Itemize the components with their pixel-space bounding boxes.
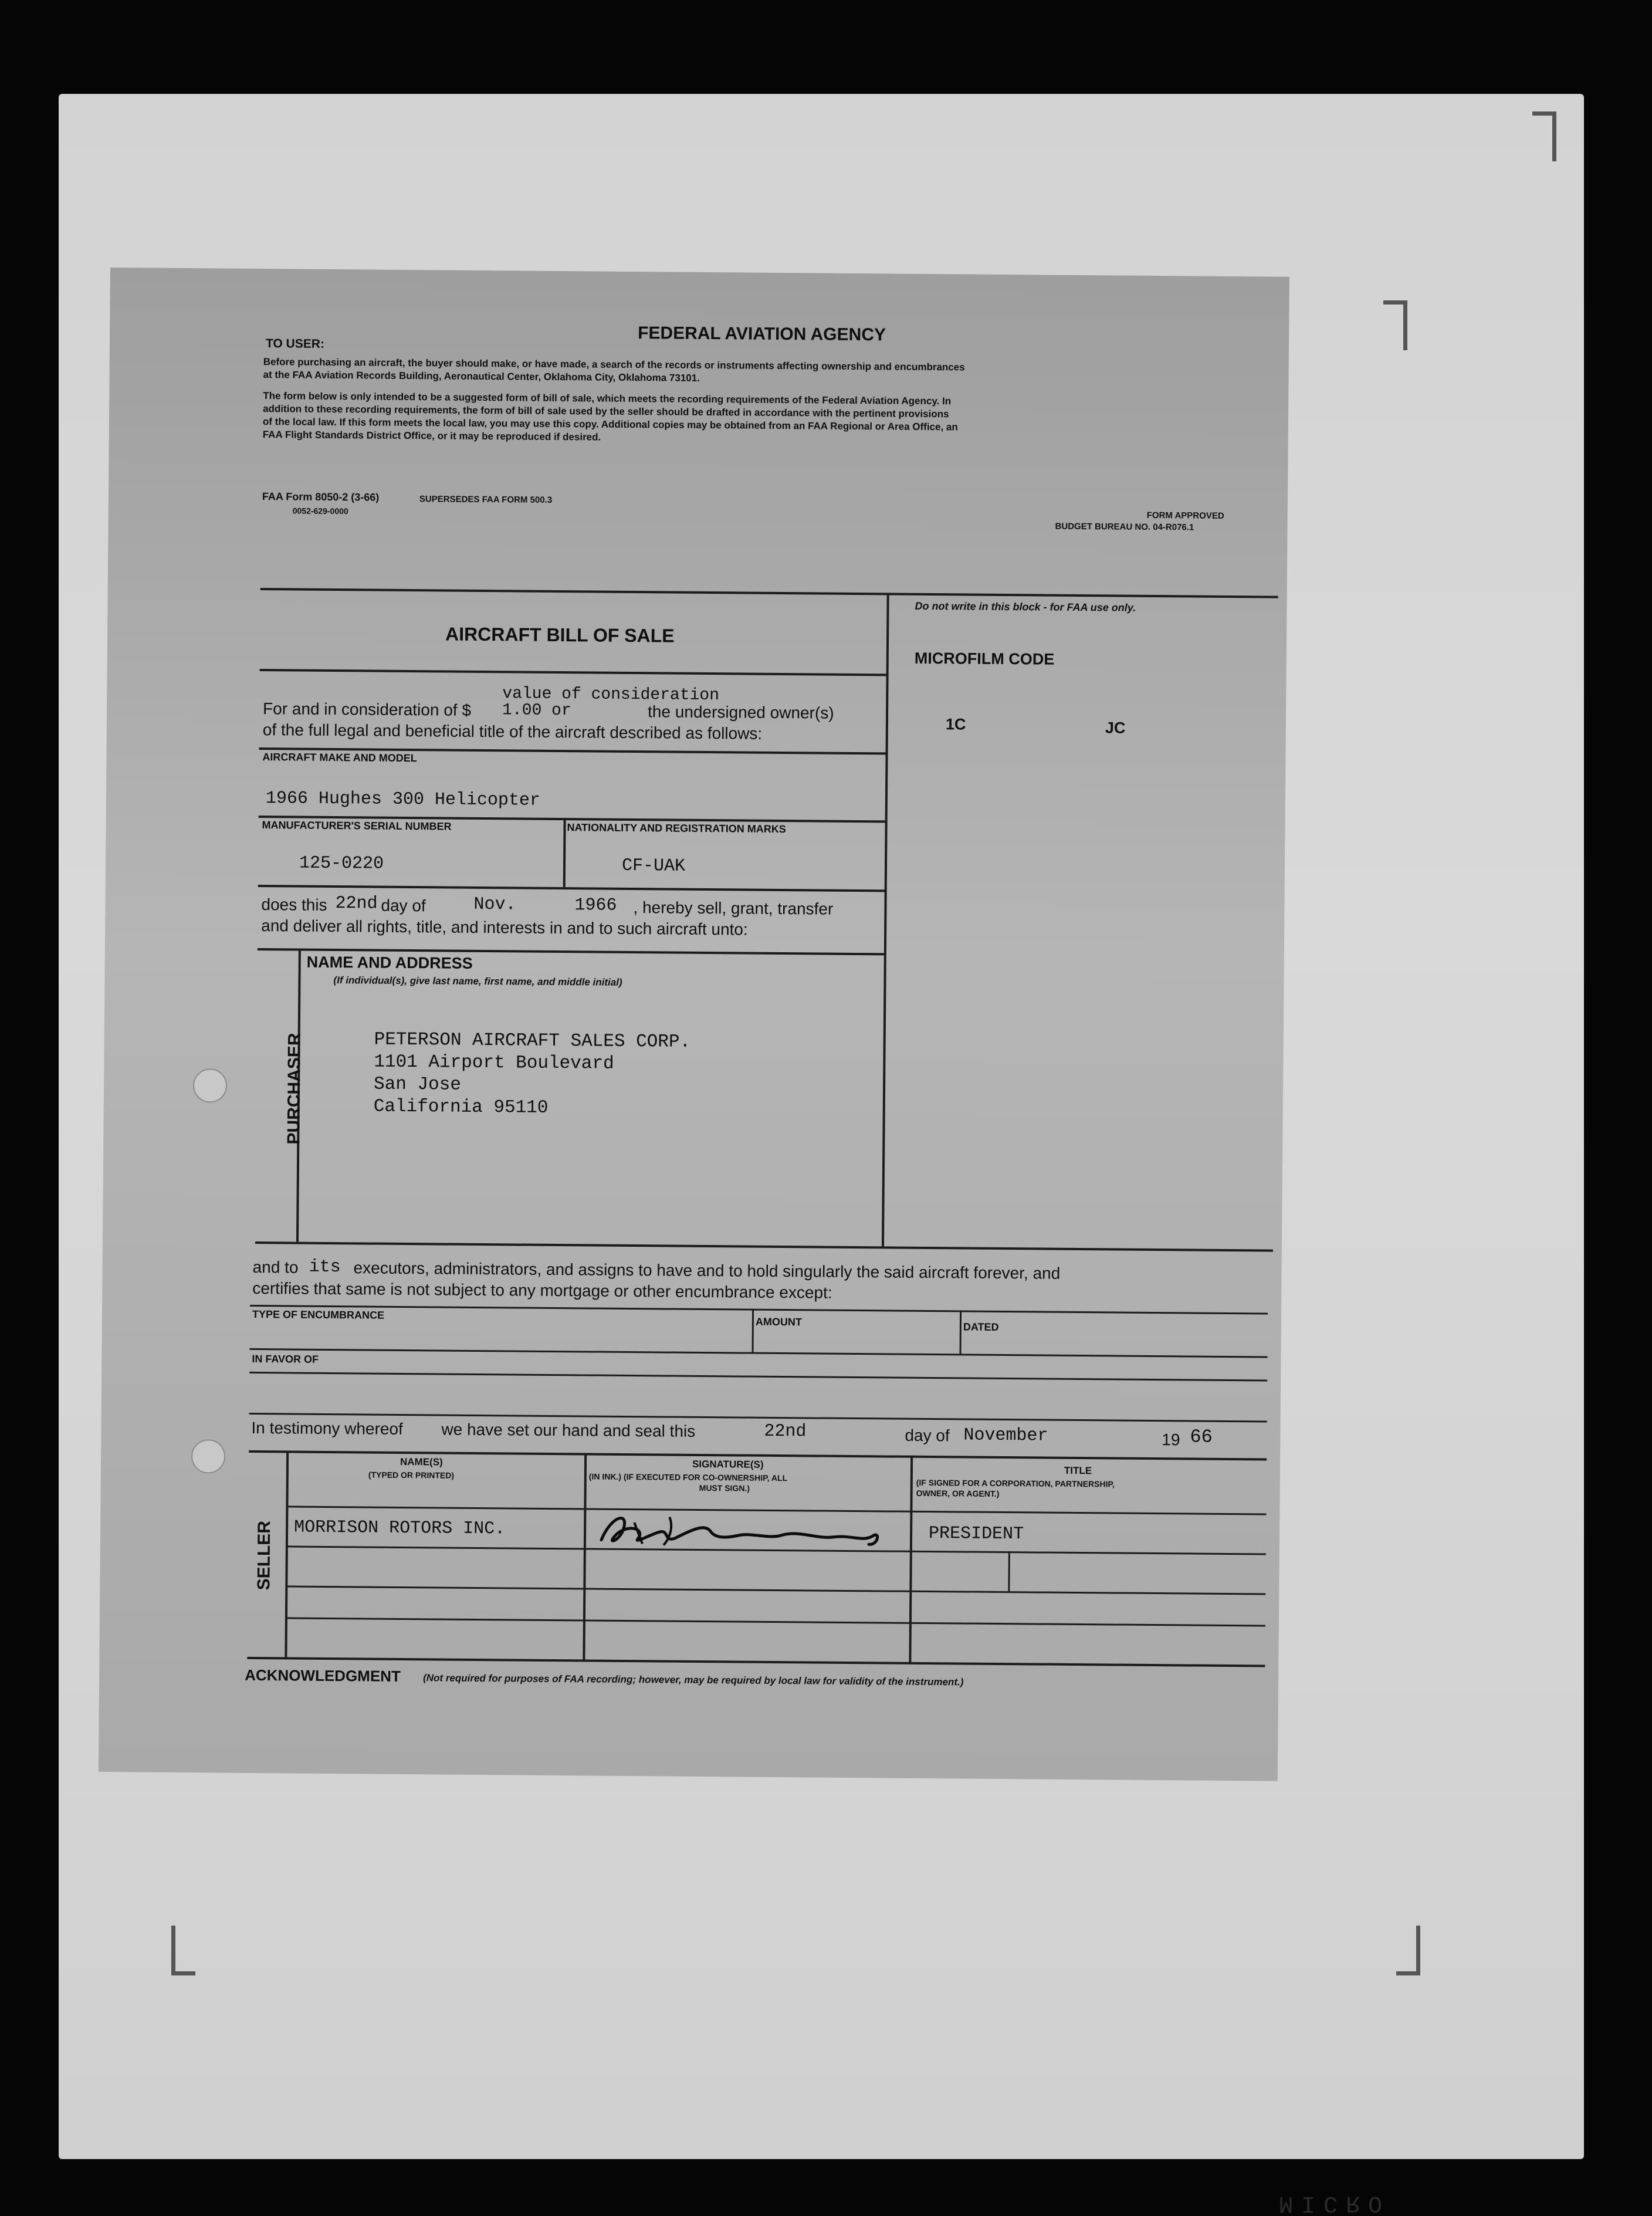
purchaser-side-label: PURCHASER: [284, 1033, 304, 1145]
seller-side-label: SELLER: [254, 1520, 275, 1591]
instruction-line: FAA Flight Standards District Office, or it may be reproduced if desired.: [262, 429, 601, 443]
instructions-block: [263, 356, 1366, 450]
faa-block-note: Do not write in this block - for FAA use only.: [915, 600, 1136, 614]
rule: [959, 1311, 962, 1355]
film-edge-mark: MICRO: [1279, 2190, 1391, 2216]
seller-name: MORRISON ROTORS INC.: [294, 1517, 506, 1540]
testimony-month: November: [963, 1425, 1048, 1446]
testimony-year: 66: [1190, 1426, 1213, 1448]
rule: [1008, 1551, 1010, 1591]
consideration-suffix: the undersigned owner(s): [647, 702, 834, 722]
rule: [255, 1241, 1273, 1252]
microfilm-code-1: 1C: [945, 715, 966, 733]
supersedes-note: SUPERSEDES FAA FORM 500.3: [419, 494, 553, 505]
rule: [882, 593, 889, 1246]
sale-year: 1966: [574, 895, 617, 916]
serial-number-label: MANUFACTURER'S SERIAL NUMBER: [262, 819, 452, 833]
registration-label: NATIONALITY AND REGISTRATION MARKS: [567, 821, 786, 835]
form-approved: FORM APPROVED: [1146, 510, 1224, 521]
testimony-text: we have set our hand and seal this: [441, 1420, 696, 1440]
amount-label: AMOUNT: [755, 1315, 802, 1328]
purchaser-state-zip: California 95110: [373, 1096, 549, 1118]
dated-label: DATED: [963, 1321, 999, 1333]
testimony-century: 19: [1162, 1430, 1180, 1449]
testimony-day: 22nd: [764, 1421, 807, 1442]
stock-number: 0052-629-0000: [292, 506, 348, 516]
instruction-line: at the FAA Aviation Records Building, Aeronautical Center, Oklahoma City, Oklahoma 73101.: [263, 369, 700, 384]
budget-bureau-number: BUDGET BUREAU NO. 04-R076.1: [1055, 521, 1194, 533]
title-subheader-2: OWNER, OR AGENT.): [916, 1488, 1000, 1498]
testimony-prefix: In testimony whereof: [251, 1418, 403, 1438]
purchaser-city: San Jose: [373, 1074, 462, 1095]
crop-mark-inner-top-right: [1383, 300, 1407, 350]
agency-title: FEDERAL AVIATION AGENCY: [638, 323, 886, 345]
binder-hole: [191, 1439, 225, 1473]
rule: [258, 885, 886, 892]
crop-mark-bottom-left: [171, 1926, 195, 1975]
rule: [286, 1585, 1265, 1595]
registration-value: CF-UAK: [621, 855, 686, 877]
rule: [285, 1450, 289, 1658]
rule: [249, 1372, 1267, 1382]
signature-header: SIGNATURE(S): [692, 1458, 764, 1470]
serial-number-value: 125-0220: [299, 853, 384, 874]
microfilm-code-2: JC: [1105, 719, 1126, 737]
to-user-label: TO USER:: [265, 337, 325, 351]
consideration-line-2: of the full legal and beneficial title of the aircraft described as follows:: [262, 720, 763, 743]
encumbrance-type-label: TYPE OF ENCUMBRANCE: [252, 1308, 385, 1321]
instruction-line: addition to these recording requirements, the form of bill of sale used by the seller should be drafted in accordance with the pertinent provisions: [263, 403, 949, 420]
rule: [250, 1305, 1268, 1315]
name-address-label: NAME AND ADDRESS: [306, 953, 473, 972]
certifies-text: certifies that same is not subject to any mortgage or other encumbrance except:: [252, 1278, 832, 1302]
rule: [250, 1348, 1268, 1358]
purchaser-street: 1101 Airport Boulevard: [374, 1051, 614, 1074]
rule: [247, 1657, 1265, 1667]
seller-signature: [593, 1511, 899, 1552]
acknowledgment-note: (Not required for purposes of FAA recording; however, may be required by local law for validity of the instrument.): [423, 1672, 964, 1688]
consideration-prefix: For and in consideration of $: [262, 699, 472, 719]
assigns-word: its: [309, 1257, 341, 1278]
instruction-line: of the local law. If this form meets the local law, you may use this copy. Additional copies may be obtained from an FAA Regional or Area Office, an: [262, 416, 958, 433]
rule: [583, 1453, 587, 1660]
names-subheader: (TYPED OR PRINTED): [368, 1470, 455, 1480]
rule: [563, 818, 566, 887]
acknowledgment-label: ACKNOWLEDGMENT: [245, 1666, 401, 1685]
in-favor-of-label: IN FAVOR OF: [252, 1352, 319, 1365]
assigns-prefix: and to: [252, 1257, 299, 1277]
deliver-rights-text: and deliver all rights, title, and interests in and to such aircraft unto:: [261, 916, 748, 939]
signature-subheader-1: (IN INK.) (IF EXECUTED FOR CO-OWNERSHIP, ALL: [588, 1471, 788, 1483]
assigns-suffix: executors, administrators, and assigns to have and to hold singularly the said aircraft forever, and: [353, 1258, 1061, 1283]
consideration-value-line-2: 1.00 or: [502, 701, 571, 720]
microfilm-code-label: MICROFILM CODE: [914, 649, 1055, 668]
instruction-line: The form below is only intended to be a suggested form of bill of sale, which meets the recording requirements of the Federal Aviation Agency. In: [263, 390, 952, 407]
rule: [909, 1456, 913, 1663]
consideration-value-line-1: value of consideration: [502, 685, 720, 705]
name-address-note: (If individual(s), give last name, first name, and middle initial): [333, 975, 622, 988]
form-title: AIRCRAFT BILL OF SALE: [445, 623, 675, 647]
hereby-sell-text: , hereby sell, grant, transfer: [633, 898, 834, 918]
names-header: NAME(S): [400, 1456, 443, 1468]
instruction-line: Before purchasing an aircraft, the buyer should make, or have made, a search of the records or instruments affecting ownership and encumbrances: [263, 356, 965, 373]
title-header: TITLE: [1064, 1464, 1092, 1477]
day-of-text: day of: [381, 896, 426, 915]
sale-day: 22nd: [335, 894, 378, 914]
sale-month: Nov.: [473, 894, 516, 915]
rule: [260, 588, 1278, 598]
rule: [260, 669, 888, 676]
testimony-day-of: day of: [905, 1426, 950, 1445]
rule: [751, 1310, 754, 1354]
purchaser-name: PETERSON AIRCRAFT SALES CORP.: [374, 1029, 691, 1053]
signature-subheader-2: MUST SIGN.): [699, 1483, 750, 1493]
bill-of-sale-form: [99, 268, 1289, 1781]
rule: [286, 1617, 1265, 1626]
crop-mark-bottom-right: [1396, 1926, 1420, 1975]
make-model-value: 1966 Hughes 300 Helicopter: [265, 789, 541, 811]
title-subheader-1: (IF SIGNED FOR A CORPORATION, PARTNERSHIP,: [916, 1477, 1115, 1489]
seller-title: PRESIDENT: [928, 1524, 1024, 1545]
form-number: FAA Form 8050-2 (3-66): [262, 490, 380, 503]
binder-hole: [193, 1068, 227, 1102]
does-this-text: does this: [261, 895, 327, 914]
make-model-label: AIRCRAFT MAKE AND MODEL: [262, 751, 417, 764]
crop-mark-top-right: [1532, 111, 1556, 161]
